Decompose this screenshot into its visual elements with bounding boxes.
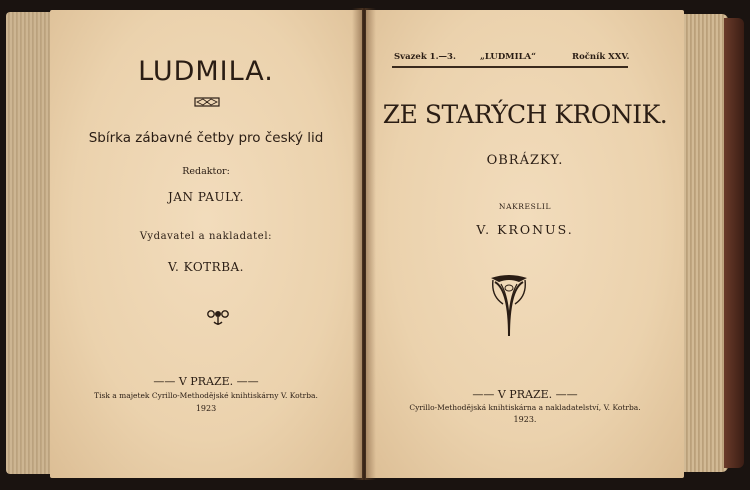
left-subtitle: Sbírka zábavné četby pro český lid (88, 130, 324, 146)
left-page-edges (6, 12, 52, 474)
header-issue: Svazek 1.—3. (394, 52, 456, 62)
publisher-name: V. KOTRBA. (167, 260, 244, 274)
editor-label: Redaktor: (182, 166, 230, 177)
header-rule (392, 66, 628, 68)
right-year: 1923. (513, 415, 537, 424)
left-city: —— V PRAZE. —— (153, 375, 259, 388)
header-volume: Ročník XXV. (572, 52, 630, 62)
editor-name: JAN PAULY. (168, 190, 244, 204)
right-page-edges (680, 14, 728, 472)
small-ornament-icon (193, 96, 221, 108)
flower-ornament-icon (205, 306, 231, 328)
right-title: ZE STARÝCH KRONIK. (382, 100, 668, 129)
right-imprint: Cyrillo-Methodějská knihtiskárna a nakladatelství, V. Kotrba. (409, 403, 641, 412)
drawn-by-label: NAKRESLIL (498, 202, 552, 211)
right-city: —— V PRAZE. —— (472, 388, 578, 401)
book-cover-edge (724, 18, 744, 468)
header-title: „LUDMILA“ (480, 52, 537, 62)
left-year: 1923 (195, 404, 217, 413)
author-name: V. KRONUS. (476, 222, 574, 237)
art-nouveau-ornament-icon (489, 274, 529, 338)
right-subtitle: OBRÁZKY. (486, 153, 564, 168)
publisher-label: Vydavatel a nakladatel: (139, 231, 273, 242)
left-printer: Tisk a majetek Cyrillo-Methodějské knihtiskárny V. Kotrba. (94, 391, 318, 400)
left-title: LUDMILA. (138, 56, 274, 87)
